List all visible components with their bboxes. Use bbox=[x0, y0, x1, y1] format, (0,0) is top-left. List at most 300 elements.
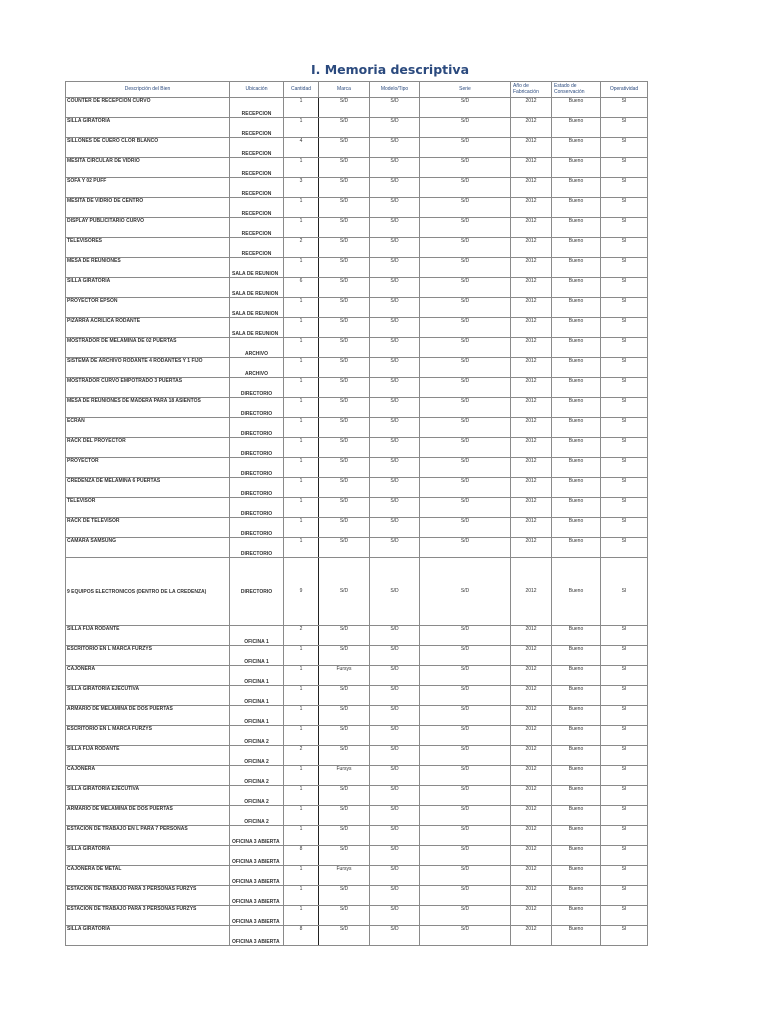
cell-estado: Bueno bbox=[552, 318, 601, 338]
table-row bbox=[66, 178, 648, 198]
cell-cantidad: 1 bbox=[284, 686, 319, 706]
cell-serie: S/D bbox=[420, 666, 511, 686]
cell-estado: Bueno bbox=[552, 118, 601, 138]
cell-descripcion: PROYECTOR EPSON bbox=[66, 298, 230, 318]
table-row bbox=[66, 398, 648, 418]
cell-ubicacion: OFICINA 2 bbox=[230, 766, 284, 786]
cell-ubicacion: DIRECTORIO bbox=[230, 418, 284, 438]
cell-estado: Bueno bbox=[552, 258, 601, 278]
cell-marca: S/D bbox=[319, 218, 370, 238]
cell-modelo: S/D bbox=[370, 338, 420, 358]
cell-anio: 2012 bbox=[511, 258, 552, 278]
cell-serie: S/D bbox=[420, 746, 511, 766]
cell-serie: S/D bbox=[420, 418, 511, 438]
cell-anio: 2012 bbox=[511, 398, 552, 418]
cell-modelo: S/D bbox=[370, 766, 420, 786]
cell-anio: 2012 bbox=[511, 178, 552, 198]
cell-ubicacion: ARCHIVO bbox=[230, 338, 284, 358]
table-row bbox=[66, 98, 648, 118]
cell-modelo: S/D bbox=[370, 378, 420, 398]
cell-descripcion: ESTACION DE TRABAJO EN L PARA 7 PERSONAS bbox=[66, 826, 230, 846]
cell-serie: S/D bbox=[420, 298, 511, 318]
cell-modelo: S/D bbox=[370, 886, 420, 906]
cell-cantidad: 6 bbox=[284, 278, 319, 298]
cell-operatividad: SI bbox=[601, 358, 648, 378]
cell-marca: S/D bbox=[319, 906, 370, 926]
cell-serie: S/D bbox=[420, 538, 511, 558]
cell-estado: Bueno bbox=[552, 278, 601, 298]
cell-modelo: S/D bbox=[370, 358, 420, 378]
cell-anio: 2012 bbox=[511, 98, 552, 118]
cell-marca: S/D bbox=[319, 786, 370, 806]
cell-marca: S/D bbox=[319, 686, 370, 706]
table-row bbox=[66, 906, 648, 926]
cell-marca: S/D bbox=[319, 338, 370, 358]
table-row bbox=[66, 378, 648, 398]
cell-ubicacion: RECEPCION bbox=[230, 158, 284, 178]
cell-cantidad: 1 bbox=[284, 726, 319, 746]
cell-serie: S/D bbox=[420, 518, 511, 538]
cell-anio: 2012 bbox=[511, 238, 552, 258]
cell-operatividad: SI bbox=[601, 238, 648, 258]
cell-anio: 2012 bbox=[511, 846, 552, 866]
cell-marca: S/D bbox=[319, 138, 370, 158]
cell-serie: S/D bbox=[420, 438, 511, 458]
header-anio: Año de Fabricación bbox=[511, 82, 552, 98]
cell-ubicacion: OFICINA 1 bbox=[230, 706, 284, 726]
cell-anio: 2012 bbox=[511, 498, 552, 518]
cell-operatividad: SI bbox=[601, 706, 648, 726]
cell-ubicacion: OFICINA 2 bbox=[230, 746, 284, 766]
cell-operatividad: SI bbox=[601, 218, 648, 238]
cell-cantidad: 9 bbox=[284, 558, 319, 626]
cell-operatividad: SI bbox=[601, 298, 648, 318]
cell-cantidad: 1 bbox=[284, 418, 319, 438]
table-row bbox=[66, 318, 648, 338]
cell-operatividad: SI bbox=[601, 178, 648, 198]
cell-estado: Bueno bbox=[552, 478, 601, 498]
cell-descripcion: CAJONERA DE METAL bbox=[66, 866, 230, 886]
cell-ubicacion: DIRECTORIO bbox=[230, 398, 284, 418]
cell-serie: S/D bbox=[420, 358, 511, 378]
cell-anio: 2012 bbox=[511, 298, 552, 318]
cell-ubicacion: DIRECTORIO bbox=[230, 438, 284, 458]
cell-cantidad: 2 bbox=[284, 626, 319, 646]
table-row bbox=[66, 866, 648, 886]
cell-marca: S/D bbox=[319, 158, 370, 178]
cell-estado: Bueno bbox=[552, 458, 601, 478]
table-row bbox=[66, 646, 648, 666]
cell-modelo: S/D bbox=[370, 498, 420, 518]
cell-marca: S/D bbox=[319, 458, 370, 478]
cell-marca: S/D bbox=[319, 358, 370, 378]
cell-cantidad: 1 bbox=[284, 458, 319, 478]
cell-serie: S/D bbox=[420, 478, 511, 498]
cell-operatividad: SI bbox=[601, 558, 648, 626]
table-row bbox=[66, 666, 648, 686]
cell-modelo: S/D bbox=[370, 846, 420, 866]
cell-cantidad: 1 bbox=[284, 666, 319, 686]
cell-descripcion: ECRAN bbox=[66, 418, 230, 438]
cell-descripcion: SILLA GIRATORIA EJECUTIVA bbox=[66, 686, 230, 706]
cell-descripcion: RACK DE TELEVISOR bbox=[66, 518, 230, 538]
table-row bbox=[66, 118, 648, 138]
cell-operatividad: SI bbox=[601, 478, 648, 498]
cell-anio: 2012 bbox=[511, 766, 552, 786]
cell-cantidad: 8 bbox=[284, 926, 319, 946]
cell-modelo: S/D bbox=[370, 238, 420, 258]
cell-descripcion: SILLA FIJA RODANTE bbox=[66, 746, 230, 766]
cell-marca: S/D bbox=[319, 826, 370, 846]
cell-ubicacion: OFICINA 2 bbox=[230, 726, 284, 746]
table-row bbox=[66, 886, 648, 906]
cell-anio: 2012 bbox=[511, 338, 552, 358]
header-descripcion: Descripción del Bien bbox=[66, 82, 230, 98]
cell-descripcion: SOFA Y 02 PUFF bbox=[66, 178, 230, 198]
cell-cantidad: 1 bbox=[284, 398, 319, 418]
cell-anio: 2012 bbox=[511, 926, 552, 946]
cell-descripcion: SILLA GIRATORIA bbox=[66, 846, 230, 866]
cell-estado: Bueno bbox=[552, 538, 601, 558]
cell-descripcion: RACK DEL PROYECTOR bbox=[66, 438, 230, 458]
cell-operatividad: SI bbox=[601, 666, 648, 686]
cell-ubicacion: DIRECTORIO bbox=[230, 458, 284, 478]
cell-marca: S/D bbox=[319, 498, 370, 518]
cell-modelo: S/D bbox=[370, 138, 420, 158]
cell-estado: Bueno bbox=[552, 198, 601, 218]
cell-modelo: S/D bbox=[370, 118, 420, 138]
cell-anio: 2012 bbox=[511, 626, 552, 646]
cell-cantidad: 1 bbox=[284, 786, 319, 806]
cell-operatividad: SI bbox=[601, 138, 648, 158]
cell-ubicacion: RECEPCION bbox=[230, 178, 284, 198]
cell-ubicacion: RECEPCION bbox=[230, 218, 284, 238]
cell-descripcion: TELEVISOR bbox=[66, 498, 230, 518]
cell-serie: S/D bbox=[420, 886, 511, 906]
cell-descripcion: MESA DE REUNIONES bbox=[66, 258, 230, 278]
cell-operatividad: SI bbox=[601, 118, 648, 138]
cell-operatividad: SI bbox=[601, 258, 648, 278]
cell-operatividad: SI bbox=[601, 786, 648, 806]
cell-estado: Bueno bbox=[552, 926, 601, 946]
cell-estado: Bueno bbox=[552, 358, 601, 378]
cell-modelo: S/D bbox=[370, 866, 420, 886]
cell-ubicacion: DIRECTORIO bbox=[230, 518, 284, 538]
cell-descripcion: SILLA GIRATORIA bbox=[66, 926, 230, 946]
cell-serie: S/D bbox=[420, 98, 511, 118]
cell-operatividad: SI bbox=[601, 98, 648, 118]
cell-serie: S/D bbox=[420, 866, 511, 886]
cell-operatividad: SI bbox=[601, 746, 648, 766]
cell-operatividad: SI bbox=[601, 398, 648, 418]
cell-descripcion: ARMARIO DE MELAMINA DE DOS PUERTAS bbox=[66, 806, 230, 826]
cell-modelo: S/D bbox=[370, 646, 420, 666]
cell-estado: Bueno bbox=[552, 786, 601, 806]
cell-estado: Bueno bbox=[552, 886, 601, 906]
cell-cantidad: 1 bbox=[284, 766, 319, 786]
cell-anio: 2012 bbox=[511, 218, 552, 238]
cell-anio: 2012 bbox=[511, 138, 552, 158]
table-row bbox=[66, 726, 648, 746]
cell-anio: 2012 bbox=[511, 686, 552, 706]
cell-descripcion: MOSTRADOR DE MELAMINA DE 02 PUERTAS bbox=[66, 338, 230, 358]
cell-modelo: S/D bbox=[370, 438, 420, 458]
cell-serie: S/D bbox=[420, 118, 511, 138]
cell-operatividad: SI bbox=[601, 886, 648, 906]
cell-modelo: S/D bbox=[370, 826, 420, 846]
table-header bbox=[66, 82, 648, 98]
cell-descripcion: DISPLAY PUBLICITARIO CURVO bbox=[66, 218, 230, 238]
cell-modelo: S/D bbox=[370, 418, 420, 438]
cell-serie: S/D bbox=[420, 258, 511, 278]
cell-modelo: S/D bbox=[370, 518, 420, 538]
cell-ubicacion: DIRECTORIO bbox=[230, 478, 284, 498]
cell-marca: S/D bbox=[319, 98, 370, 118]
cell-anio: 2012 bbox=[511, 746, 552, 766]
cell-operatividad: SI bbox=[601, 418, 648, 438]
cell-marca: S/D bbox=[319, 926, 370, 946]
cell-operatividad: SI bbox=[601, 686, 648, 706]
table-body bbox=[66, 98, 648, 946]
cell-descripcion: ESTACION DE TRABAJO PARA 3 PERSONAS FURZYS bbox=[66, 906, 230, 926]
cell-serie: S/D bbox=[420, 906, 511, 926]
cell-operatividad: SI bbox=[601, 158, 648, 178]
cell-estado: Bueno bbox=[552, 498, 601, 518]
cell-ubicacion: DIRECTORIO bbox=[230, 378, 284, 398]
cell-descripcion: MESA DE REUNIONES DE MADERA PARA 18 ASIENTOS bbox=[66, 398, 230, 418]
cell-ubicacion: DIRECTORIO bbox=[230, 498, 284, 518]
cell-ubicacion: OFICINA 2 bbox=[230, 786, 284, 806]
cell-serie: S/D bbox=[420, 398, 511, 418]
cell-ubicacion: ARCHIVO bbox=[230, 358, 284, 378]
cell-cantidad: 1 bbox=[284, 538, 319, 558]
cell-descripcion: ESCRITORIO EN L MARCA FURZYS bbox=[66, 726, 230, 746]
table-row bbox=[66, 686, 648, 706]
cell-ubicacion: OFICINA 2 bbox=[230, 806, 284, 826]
cell-cantidad: 3 bbox=[284, 178, 319, 198]
cell-serie: S/D bbox=[420, 626, 511, 646]
cell-estado: Bueno bbox=[552, 418, 601, 438]
cell-operatividad: SI bbox=[601, 438, 648, 458]
table-row bbox=[66, 766, 648, 786]
cell-modelo: S/D bbox=[370, 786, 420, 806]
cell-ubicacion: OFICINA 1 bbox=[230, 666, 284, 686]
cell-modelo: S/D bbox=[370, 158, 420, 178]
cell-operatividad: SI bbox=[601, 726, 648, 746]
cell-modelo: S/D bbox=[370, 906, 420, 926]
cell-anio: 2012 bbox=[511, 418, 552, 438]
cell-marca: S/D bbox=[319, 398, 370, 418]
cell-marca: S/D bbox=[319, 418, 370, 438]
cell-modelo: S/D bbox=[370, 726, 420, 746]
header-estado: Estado de Conservación bbox=[552, 82, 601, 98]
header-cantidad: Cantidad bbox=[284, 82, 319, 98]
cell-estado: Bueno bbox=[552, 178, 601, 198]
cell-modelo: S/D bbox=[370, 478, 420, 498]
cell-marca: S/D bbox=[319, 478, 370, 498]
cell-serie: S/D bbox=[420, 646, 511, 666]
cell-marca: Fursys bbox=[319, 866, 370, 886]
cell-estado: Bueno bbox=[552, 158, 601, 178]
cell-anio: 2012 bbox=[511, 118, 552, 138]
table-row bbox=[66, 538, 648, 558]
cell-serie: S/D bbox=[420, 218, 511, 238]
cell-marca: S/D bbox=[319, 806, 370, 826]
cell-anio: 2012 bbox=[511, 278, 552, 298]
cell-anio: 2012 bbox=[511, 438, 552, 458]
table-row bbox=[66, 558, 648, 626]
table-row bbox=[66, 358, 648, 378]
cell-serie: S/D bbox=[420, 178, 511, 198]
cell-cantidad: 1 bbox=[284, 866, 319, 886]
cell-marca: S/D bbox=[319, 238, 370, 258]
cell-serie: S/D bbox=[420, 498, 511, 518]
cell-anio: 2012 bbox=[511, 358, 552, 378]
cell-estado: Bueno bbox=[552, 646, 601, 666]
cell-serie: S/D bbox=[420, 198, 511, 218]
cell-anio: 2012 bbox=[511, 806, 552, 826]
header-ubicacion: Ubicación bbox=[230, 82, 284, 98]
cell-ubicacion: OFICINA 3 ABIERTA bbox=[230, 926, 284, 946]
cell-descripcion: CAJONERA bbox=[66, 666, 230, 686]
cell-modelo: S/D bbox=[370, 626, 420, 646]
cell-estado: Bueno bbox=[552, 626, 601, 646]
table-row bbox=[66, 626, 648, 646]
cell-ubicacion: OFICINA 3 ABIERTA bbox=[230, 846, 284, 866]
cell-operatividad: SI bbox=[601, 518, 648, 538]
cell-serie: S/D bbox=[420, 278, 511, 298]
cell-marca: S/D bbox=[319, 646, 370, 666]
cell-estado: Bueno bbox=[552, 846, 601, 866]
cell-estado: Bueno bbox=[552, 726, 601, 746]
cell-marca: S/D bbox=[319, 558, 370, 626]
cell-descripcion: ESTACION DE TRABAJO PARA 3 PERSONAS FURZYS bbox=[66, 886, 230, 906]
cell-anio: 2012 bbox=[511, 198, 552, 218]
cell-cantidad: 1 bbox=[284, 706, 319, 726]
cell-cantidad: 1 bbox=[284, 378, 319, 398]
cell-modelo: S/D bbox=[370, 318, 420, 338]
cell-cantidad: 1 bbox=[284, 98, 319, 118]
cell-estado: Bueno bbox=[552, 826, 601, 846]
cell-marca: S/D bbox=[319, 438, 370, 458]
cell-modelo: S/D bbox=[370, 278, 420, 298]
cell-estado: Bueno bbox=[552, 686, 601, 706]
cell-serie: S/D bbox=[420, 338, 511, 358]
cell-descripcion: COUNTER DE RECEPCION CURVO bbox=[66, 98, 230, 118]
cell-cantidad: 1 bbox=[284, 478, 319, 498]
cell-estado: Bueno bbox=[552, 518, 601, 538]
cell-marca: S/D bbox=[319, 846, 370, 866]
cell-modelo: S/D bbox=[370, 458, 420, 478]
cell-operatividad: SI bbox=[601, 338, 648, 358]
cell-operatividad: SI bbox=[601, 498, 648, 518]
cell-ubicacion: SALA DE REUNION bbox=[230, 278, 284, 298]
cell-descripcion: SISTEMA DE ARCHIVO RODANTE 4 RODANTES Y 1 FIJO bbox=[66, 358, 230, 378]
cell-operatividad: SI bbox=[601, 318, 648, 338]
cell-cantidad: 1 bbox=[284, 318, 319, 338]
cell-serie: S/D bbox=[420, 806, 511, 826]
table-row bbox=[66, 278, 648, 298]
cell-modelo: S/D bbox=[370, 926, 420, 946]
table-row bbox=[66, 138, 648, 158]
cell-cantidad: 1 bbox=[284, 298, 319, 318]
cell-serie: S/D bbox=[420, 766, 511, 786]
table-row bbox=[66, 438, 648, 458]
cell-ubicacion: DIRECTORIO bbox=[230, 558, 284, 626]
cell-anio: 2012 bbox=[511, 646, 552, 666]
cell-cantidad: 1 bbox=[284, 358, 319, 378]
cell-ubicacion: SALA DE REUNION bbox=[230, 258, 284, 278]
cell-ubicacion: OFICINA 3 ABIERTA bbox=[230, 886, 284, 906]
table-row bbox=[66, 198, 648, 218]
cell-ubicacion: RECEPCION bbox=[230, 238, 284, 258]
cell-descripcion: CAJONERA bbox=[66, 766, 230, 786]
cell-ubicacion: RECEPCION bbox=[230, 138, 284, 158]
cell-operatividad: SI bbox=[601, 626, 648, 646]
cell-anio: 2012 bbox=[511, 706, 552, 726]
cell-marca: Fursys bbox=[319, 766, 370, 786]
cell-anio: 2012 bbox=[511, 378, 552, 398]
table-row bbox=[66, 258, 648, 278]
cell-descripcion: CAMARA SAMSUNG bbox=[66, 538, 230, 558]
cell-ubicacion: RECEPCION bbox=[230, 118, 284, 138]
cell-cantidad: 1 bbox=[284, 498, 319, 518]
cell-anio: 2012 bbox=[511, 538, 552, 558]
cell-marca: S/D bbox=[319, 198, 370, 218]
cell-operatividad: SI bbox=[601, 458, 648, 478]
cell-marca: S/D bbox=[319, 746, 370, 766]
cell-serie: S/D bbox=[420, 318, 511, 338]
cell-modelo: S/D bbox=[370, 218, 420, 238]
cell-modelo: S/D bbox=[370, 98, 420, 118]
table-row bbox=[66, 706, 648, 726]
cell-marca: S/D bbox=[319, 518, 370, 538]
cell-serie: S/D bbox=[420, 926, 511, 946]
cell-marca: S/D bbox=[319, 538, 370, 558]
cell-operatividad: SI bbox=[601, 906, 648, 926]
header-marca: Marca bbox=[319, 82, 370, 98]
cell-anio: 2012 bbox=[511, 866, 552, 886]
cell-anio: 2012 bbox=[511, 786, 552, 806]
cell-anio: 2012 bbox=[511, 158, 552, 178]
cell-ubicacion: DIRECTORIO bbox=[230, 538, 284, 558]
cell-cantidad: 1 bbox=[284, 218, 319, 238]
table-row bbox=[66, 458, 648, 478]
cell-descripcion: ARMARIO DE MELAMINA DE DOS PUERTAS bbox=[66, 706, 230, 726]
cell-modelo: S/D bbox=[370, 558, 420, 626]
cell-estado: Bueno bbox=[552, 706, 601, 726]
cell-anio: 2012 bbox=[511, 886, 552, 906]
cell-serie: S/D bbox=[420, 846, 511, 866]
table-row bbox=[66, 158, 648, 178]
table-row bbox=[66, 338, 648, 358]
cell-descripcion: TELEVISORES bbox=[66, 238, 230, 258]
table-row bbox=[66, 926, 648, 946]
cell-modelo: S/D bbox=[370, 178, 420, 198]
cell-descripcion: ESCRITORIO EN L MARCA FURZYS bbox=[66, 646, 230, 666]
header-serie: Serie bbox=[420, 82, 511, 98]
cell-operatividad: SI bbox=[601, 846, 648, 866]
cell-cantidad: 4 bbox=[284, 138, 319, 158]
table-row bbox=[66, 498, 648, 518]
page-title: I. Memoria descriptiva bbox=[310, 62, 470, 77]
cell-ubicacion: OFICINA 1 bbox=[230, 646, 284, 666]
cell-anio: 2012 bbox=[511, 518, 552, 538]
table-row bbox=[66, 518, 648, 538]
cell-serie: S/D bbox=[420, 458, 511, 478]
table-row bbox=[66, 786, 648, 806]
cell-estado: Bueno bbox=[552, 766, 601, 786]
